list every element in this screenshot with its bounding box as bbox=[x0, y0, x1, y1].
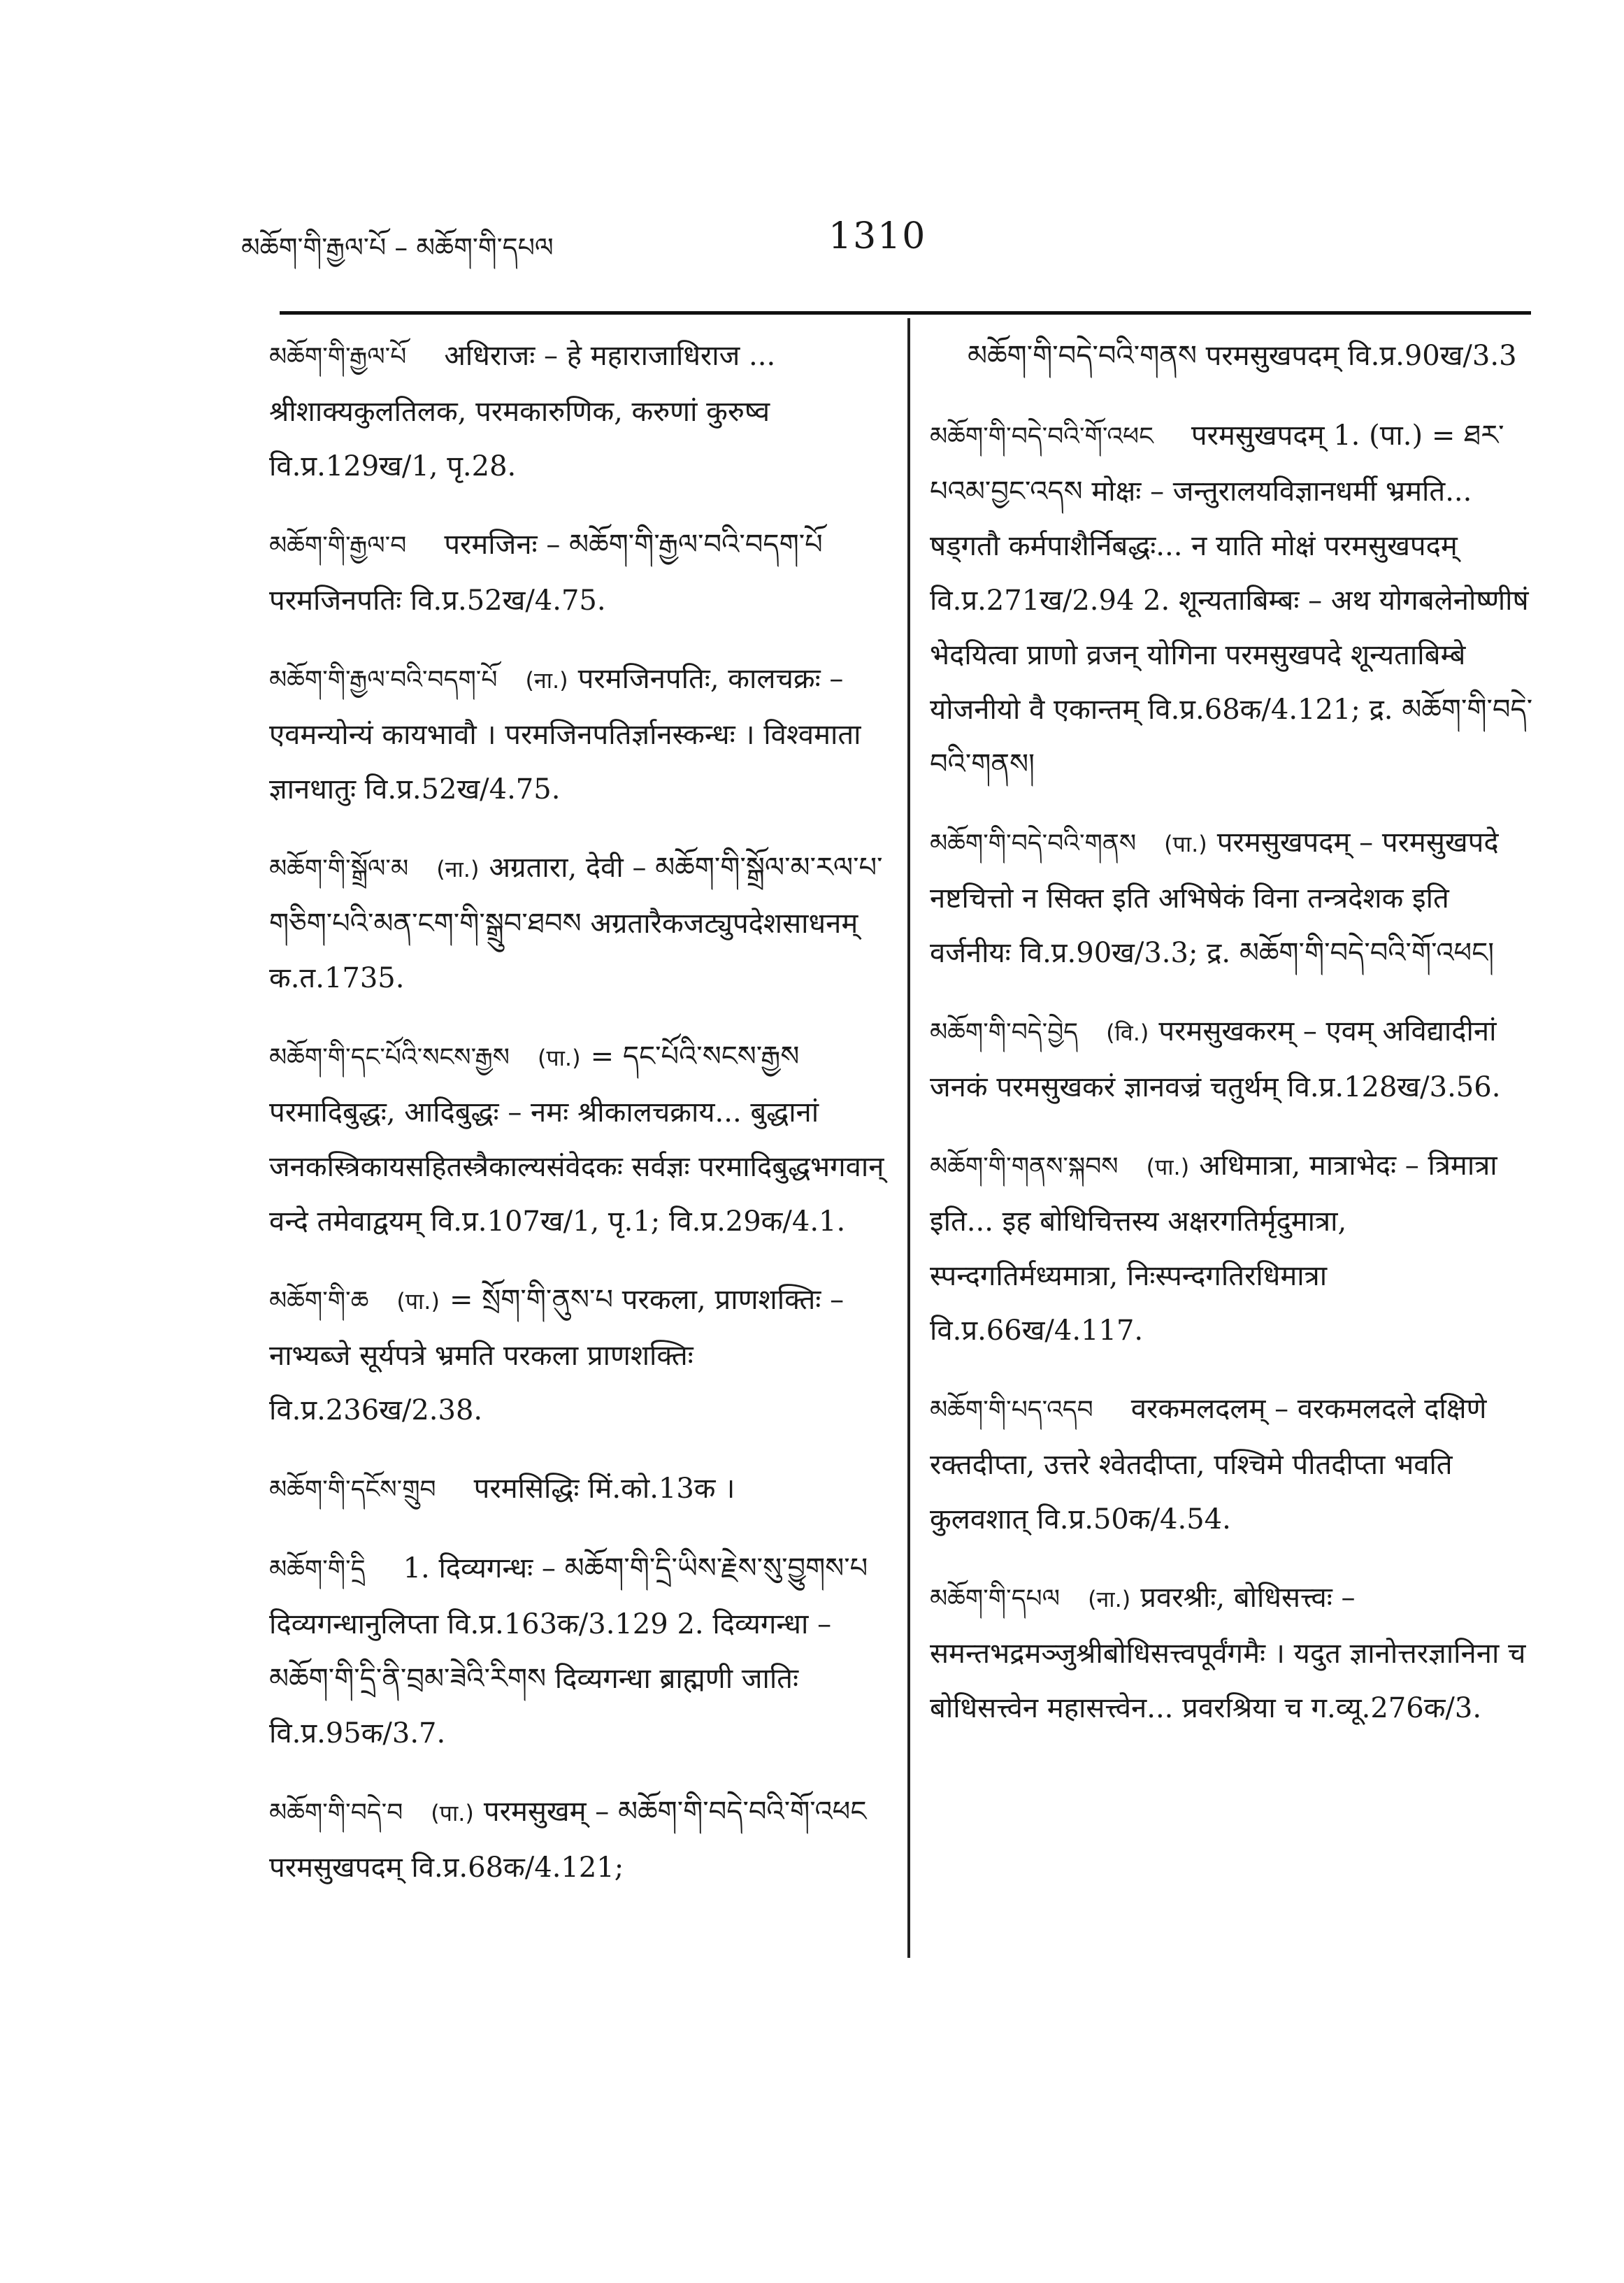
right-column bbox=[930, 329, 1538, 1759]
entry-headword: མཆོག་གི་ཆ bbox=[269, 1287, 369, 1315]
entry-grammar: (ना.) bbox=[436, 856, 480, 882]
entry-grammar: (वि.) bbox=[1106, 1019, 1149, 1046]
dictionary-entry bbox=[930, 329, 1538, 385]
entry-headword: མཆོག་གི་བདེ་བྱེད bbox=[930, 1018, 1079, 1047]
entry-grammar: (पा.) bbox=[431, 1800, 474, 1826]
entry-headword: མཆོག་གི་རྒྱལ་པོ bbox=[269, 343, 407, 371]
dictionary-entry bbox=[930, 408, 1538, 792]
page-number: 1310 bbox=[828, 215, 927, 257]
entry-text: མཆོག་གི་བདེ་བའི་གནས परमसुखपदम् वि.प्र.90ख/3.3 bbox=[968, 340, 1517, 372]
entry-text: परमजिनः – མཆོག་གི་རྒྱལ་བའི་བདག་པོ परमजिनपतिः वि.प्र.52ख/4.75. bbox=[269, 529, 823, 617]
entry-text: = དང་པོའི་སངས་རྒྱས परमादिबुद्धः, आदिबुद्धः – नमः श्रीकालचक्राय... बुद्धानां जनकस्त्रिकायसहितस्त्रैकाल्यसंवेदकः सर्वज्ञः परमादिबुद्धभगवान् वन्दे तमेवाद्वयम् वि.प्र.107ख/1, पृ.1; वि.प्र.29क/4.1. bbox=[269, 1040, 884, 1238]
entry-text: परमसुखकरम् – एवम् अविद्यादीनां जनकं परमसुखकरं ज्ञानवज्रं चतुर्थम् वि.प्र.128ख/3.56. bbox=[930, 1015, 1501, 1103]
dictionary-entry bbox=[269, 1029, 884, 1249]
entry-headword: མཆོག་གི་སྒྲོལ་མ bbox=[269, 854, 409, 883]
dictionary-entry bbox=[930, 1570, 1538, 1735]
dictionary-entry bbox=[269, 1541, 884, 1761]
dictionary-entry bbox=[269, 329, 884, 494]
dictionary-entry bbox=[269, 1273, 884, 1438]
entry-headword: མཆོག་གི་གནས་སྐབས bbox=[930, 1152, 1119, 1181]
entry-text: अग्रतारा, देवी – མཆོག་གི་སྒྲོལ་མ་རལ་པ་གཅིག་པའི་མན་ངག་གི་སྒྲུབ་ཐབས अग्रतारैकजट्युपदेशसाधनम् क.त.1735. bbox=[269, 852, 883, 994]
entry-headword: མཆོག་གི་རྒྱལ་བའི་བདག་པོ bbox=[269, 666, 498, 694]
entry-grammar: (पा.) bbox=[537, 1045, 581, 1071]
entry-headword: མཆོག་གི་བདེ་བའི་གནས bbox=[930, 829, 1137, 858]
entry-headword: མཆོག་གི་དང་པོའི་སངས་རྒྱས bbox=[269, 1043, 510, 1072]
entry-headword: མཆོག་གི་བདེ་བའི་གོ་འཕང bbox=[930, 422, 1154, 451]
dictionary-entry bbox=[269, 1784, 884, 1895]
dictionary-entry bbox=[930, 1004, 1538, 1115]
entry-headword: མཆོག་གི་བདེ་བ bbox=[269, 1798, 403, 1827]
entry-text: प्रवरश्रीः, बोधिसत्त्वः – समन्तभद्रमञ्जुश्रीबोधिसत्त्वपूर्वंगमैः । यदुत ज्ञानोत्तरज्ञानिना च बोधिसत्त्वेन महासत्त्वेन... प्रवरश्रिया च ग.व्यू.276क/3. bbox=[930, 1582, 1526, 1724]
entry-text: परमसिद्धिः मिं.को.13क । bbox=[473, 1473, 735, 1505]
running-head: མཆོག་གི་རྒྱལ་པོ – མཆོག་གི་དཔལ bbox=[241, 232, 554, 263]
column-divider bbox=[907, 318, 910, 1958]
entry-grammar: (पा.) bbox=[1146, 1154, 1190, 1180]
entry-headword: མཆོག་གི་རྒྱལ་བ bbox=[269, 531, 407, 560]
dictionary-entry bbox=[269, 1461, 884, 1517]
dictionary-entry bbox=[269, 652, 884, 817]
entry-text: 1. दिव्यगन्धः – མཆོག་གི་དྲི་ཡིས་རྗེས་སུ་བྱུགས་པ दिव्यगन्धानुलिप्ता वि.प्र.163क/3.129 2. दिव्यगन्धा – མཆོག་གི་དྲི་ནི་བྲམ་ཟེའི་རིགས दिव्यगन्धा ब्राह्मणी जातिः वि.प्र.95क/3.7. bbox=[269, 1552, 868, 1749]
entry-text: परमसुखपदम् – परमसुखपदे नष्टचित्तो न सिक्त इति अभिषेकं विना तन्त्रदेशक इति वर्जनीयः वि.प्र.90ख/3.3; द्र. མཆོག་གི་བདེ་བའི་གོ་འཕང། bbox=[930, 826, 1499, 969]
entry-headword: མཆོག་གི་པད་འདབ bbox=[930, 1396, 1093, 1424]
entry-grammar: (पा.) bbox=[396, 1288, 440, 1315]
entry-text: वरकमलदलम् – वरकमलदले दक्षिणे रक्तदीप्ता, उत्तरे श्वेतदीप्ता, पश्चिमे पीतदीप्ता भवति कुलवशात् वि.प्र.50क/4.54. bbox=[930, 1393, 1487, 1536]
entry-text: परमसुखपदम् 1. (पा.) = ཐར་པའམ་བྱང་འདས मोक्षः – जन्तुरालयविज्ञानधर्मी भ्रमति... षड्गतौ कर्मपाशैर्निबद्धः... न याति मोक्षं परमसुखपदम् वि.प्र.271ख/2.94 2. शून्यताबिम्बः – अथ योगबलेनोष्णीषं भेदयित्वा प्राणो व्रजन् योगिना परमसुखपदे शून्यताबिम्बे योजनीयो वै एकान्तम् वि.प्र.68क/4.121; द्र. མཆོག་གི་བདེ་བའི་གནས། bbox=[930, 420, 1533, 780]
dictionary-entry bbox=[269, 840, 884, 1005]
entry-headword: མཆོག་གི་དྲི bbox=[269, 1555, 366, 1584]
entry-text: परमजिनपतिः, कालचक्रः – एवमन्योन्यं कायभावौ । परमजिनपतिर्ज्ञानस्कन्धः । विश्वमाता ज्ञानधातुः वि.प्र.52ख/4.75. bbox=[269, 663, 861, 806]
entry-text: अधिमात्रा, मात्राभेदः – त्रिमात्रा इति... इह बोधिचित्तस्य अक्षरगतिर्मृदुमात्रा, स्पन्दगतिर्मध्यमात्रा, निःस्पन्दगतिरधिमात्रा वि.प्र.66ख/4.117. bbox=[930, 1150, 1497, 1347]
left-column bbox=[269, 329, 884, 1919]
entry-headword: མཆོག་གི་དཔལ bbox=[930, 1584, 1061, 1613]
entry-grammar: (ना.) bbox=[525, 667, 568, 694]
entry-grammar: (पा.) bbox=[1164, 831, 1207, 857]
entry-text: परमसुखम् – མཆོག་གི་བདེ་བའི་གོ་འཕང परमसुखपदम् वि.प्र.68क/4.121; bbox=[269, 1796, 867, 1884]
dictionary-entry bbox=[930, 1138, 1538, 1358]
entry-text: = སྲོག་གི་ནུས་པ परकला, प्राणशक्तिः – नाभ्यब्जे सूर्यपत्रे भ्रमति परकला प्राणशक्तिः वि.प्र.236ख/2.38. bbox=[269, 1284, 845, 1426]
entry-text: अधिराजः – हे महाराजाधिराज ... श्रीशाक्यकुलतिलक, परमकारुणिक, करुणां कुरुष्व वि.प्र.129ख/1, पृ.28. bbox=[269, 340, 776, 482]
dictionary-entry bbox=[930, 1382, 1538, 1547]
entry-grammar: (ना.) bbox=[1088, 1586, 1131, 1612]
header-rule bbox=[280, 311, 1531, 315]
entry-headword: མཆོག་གི་དངོས་གྲུབ bbox=[269, 1475, 436, 1504]
dictionary-entry bbox=[269, 517, 884, 628]
dictionary-entry bbox=[930, 815, 1538, 980]
